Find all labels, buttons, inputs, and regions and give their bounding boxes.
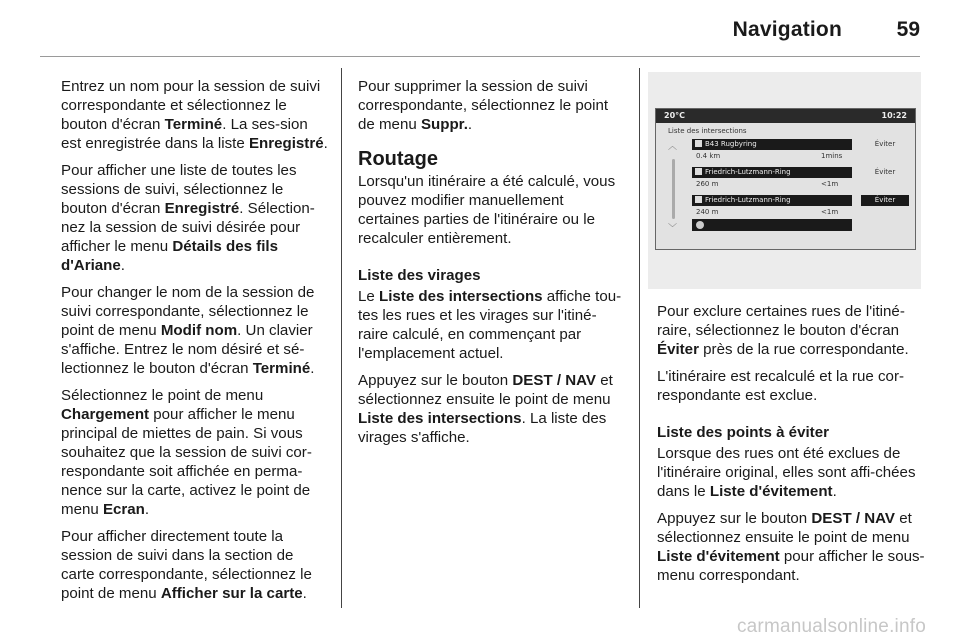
paragraph: Pour afficher une liste de toutes les sessions de suivi, sélectionnez le bouton d'écran Enregistré. Sélection-nez la session de suivi désirée pour afficher le menu Détails des fils d'Ariane. (61, 162, 315, 274)
column-divider-1 (341, 68, 342, 608)
paragraph: Pour exclure certaines rues de l'itiné-raire, sélectionnez le bouton d'écran Éviter près de la rue correspondante. (657, 303, 909, 358)
turn-arrow-icon (695, 168, 702, 175)
page-number: 59 (896, 18, 920, 41)
list-title: Liste des intersections (668, 127, 747, 135)
paragraph: Pour supprimer la session de suivi correspondante, sélectionnez le point de menu Suppr.. (358, 78, 609, 133)
avoid-button: Éviter (874, 140, 896, 148)
screen-status-bar (656, 109, 915, 123)
paragraph: L'itinéraire est recalculé et la rue cor-respondante est exclue. (657, 368, 905, 404)
column-divider-2 (639, 68, 640, 608)
destination-bar (692, 219, 852, 231)
scrollbar-track (672, 159, 675, 219)
turn-list-row: Friedrich-Lutzmann-Ring (692, 195, 852, 206)
scroll-down-icon: ﹀ (668, 224, 678, 234)
section-heading: Routage (358, 148, 438, 170)
paragraph: Pour changer le nom de la session de suivi correspondante, sélectionnez le point de menu Modif nom. Un clavier s'affiche. Entrez le nom désiré et sé-lectionnez le bouton d'écran Terminé. (61, 284, 315, 377)
avoid-button-selected: Éviter (861, 195, 909, 206)
paragraph: Lorsque des rues ont été exclues de l'itinéraire original, elles sont affi-chées dans le Liste d'évitement. (657, 445, 916, 500)
subsection-heading: Liste des virages (358, 267, 481, 284)
row-distance: 260 m (696, 180, 719, 188)
turn-list-row: Friedrich-Lutzmann-Ring (692, 167, 852, 178)
infotainment-screen (655, 108, 916, 250)
paragraph: Appuyez sur le bouton DEST / NAV et sélectionnez ensuite le point de menu Liste des intersections. La liste des virages s'affiche. (358, 372, 613, 446)
column-2 (358, 77, 624, 455)
scroll-up-icon: ︿ (668, 142, 678, 152)
paragraph: Sélectionnez le point de menu Chargement pour afficher le menu principal de miettes de pain. Si vous souhaitez que la session de suivi cor-respondante soit affichée en perma-nence sur la carte, activez le point de menu Ecran. (61, 387, 312, 518)
road-sign-icon (695, 140, 702, 147)
avoid-button: Éviter (874, 168, 896, 176)
row-duration: 1mins (821, 152, 843, 160)
paragraph: Le Liste des intersections affiche tou-tes les rues et les virages sur l'itiné-raire calculé, en commençant par l'emplacement actuel. (358, 288, 622, 362)
watermark-text: carmanualsonline.info (736, 616, 926, 637)
turn-list-row: B43 Rugbyring (692, 139, 852, 150)
section-title: Navigation (732, 18, 842, 41)
paragraph: Lorsqu'un itinéraire a été calculé, vous pouvez modifier manuellement certaines parties de l'itinéraire ou le recalculer entièrement. (358, 173, 616, 247)
paragraph: Appuyez sur le bouton DEST / NAV et sélectionnez ensuite le point de menu Liste d'évitement pour afficher le sous-menu correspondant. (657, 510, 925, 584)
header-divider (40, 56, 920, 57)
column-1 (61, 77, 329, 611)
row-duration: <1m (821, 208, 839, 216)
subsection-heading: Liste des points à éviter (657, 424, 829, 441)
clock-readout: 10:22 (881, 111, 907, 120)
paragraph: Entrez un nom pour la session de suivi correspondante et sélectionnez le bouton d'écran Terminé. La ses-sion est enregistrée dans la liste Enregistré. (61, 78, 328, 152)
row-distance: 240 m (696, 208, 719, 216)
turn-arrow-icon (695, 196, 702, 203)
row-distance: 0.4 km (696, 152, 721, 160)
column-3 (657, 302, 929, 593)
paragraph: Pour afficher directement toute la session de suivi dans la section de carte correspondante, sélectionnez le point de menu Afficher sur la carte. (61, 528, 312, 602)
temperature-readout: 20°C (664, 111, 686, 120)
destination-flag-icon (696, 221, 704, 229)
row-duration: <1m (821, 180, 839, 188)
